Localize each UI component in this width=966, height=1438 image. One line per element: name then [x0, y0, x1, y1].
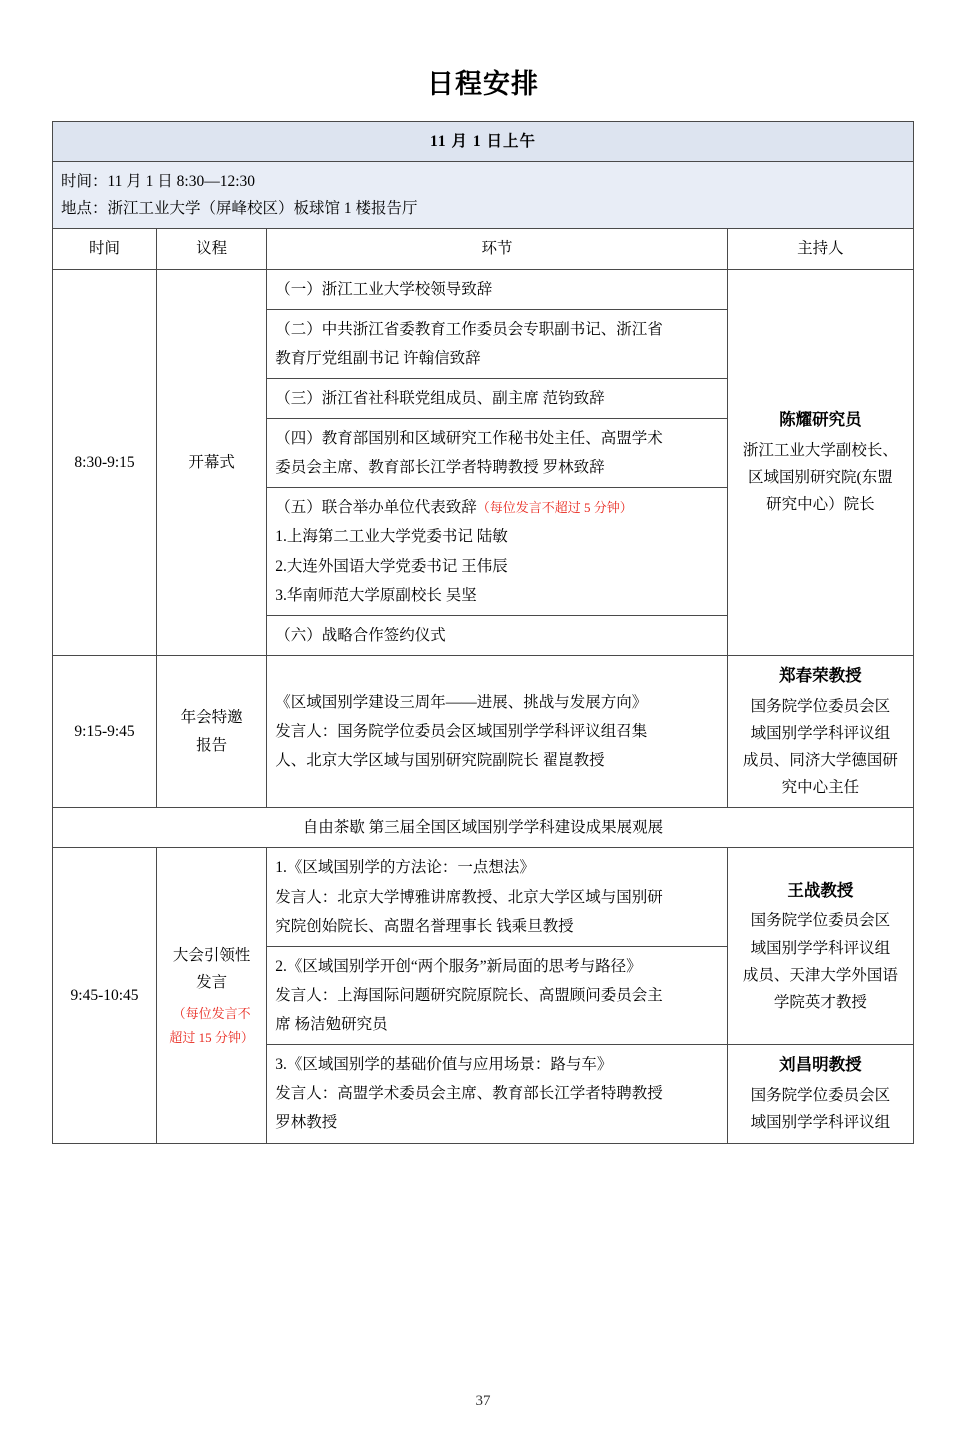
- table-row: [53, 269, 914, 309]
- row-item: [267, 419, 728, 488]
- host-detail-line: 研究中心）院长: [766, 496, 875, 514]
- session-place-line: 地点：浙江工业大学（屏峰校区）板球馆 1 楼报告厅: [61, 200, 418, 218]
- row-agenda-line: 年会特邀: [180, 709, 243, 727]
- column-header-row: [53, 229, 914, 269]
- page-title: 日程安排: [427, 69, 539, 99]
- item-line: 委员会主席、教育部长江学者特聘教授 罗林致辞: [275, 459, 605, 477]
- break-row: [53, 808, 914, 848]
- item-line: 发言人：国务院学位委员会区域国别学学科评议组召集: [275, 723, 648, 740]
- session-meta-row: [53, 162, 914, 229]
- item-line: （六）战略合作签约仪式: [275, 626, 446, 644]
- row-item: [267, 848, 728, 946]
- host-name: 陈耀研究员: [779, 410, 862, 430]
- break-text: 自由茶歇 第三届全国区域国别学学科建设成果展观展: [53, 808, 914, 848]
- item-line: 1.上海第二工业大学党委书记 陆敏: [275, 528, 508, 546]
- item-line: 《区域国别学建设三周年——进展、挑战与发展方向》: [275, 693, 648, 711]
- row-agenda: 开幕式: [157, 269, 267, 655]
- item-line: 发言人：北京大学博雅讲席教授、北京大学区域与国别研: [275, 888, 663, 906]
- host-detail-line: 域国别学学科评议组: [750, 939, 891, 957]
- item-line: 1.《区域国别学的方法论：一点想法》: [275, 859, 535, 877]
- row-item: [267, 269, 728, 309]
- host-detail-line: 区域国别研究院(东盟: [748, 469, 893, 487]
- item-line: 究院创始院长、高盟名誉理事长 钱乘旦教授: [275, 917, 574, 935]
- row-item: [267, 309, 728, 378]
- column-header-time: 时间: [53, 229, 157, 269]
- item-lead-line: [275, 494, 719, 521]
- session-meta: [53, 162, 914, 229]
- page-number: 37: [475, 1393, 491, 1409]
- item-line: 3.华南师范大学原副校长 吴坚: [275, 586, 477, 604]
- item-line: 发言人：高盟学术委员会主席、教育部长江学者特聘教授: [275, 1085, 663, 1103]
- host-name: 郑春荣教授: [779, 665, 862, 685]
- host-detail-line: 成员、天津大学外国语: [742, 966, 898, 984]
- session-header: 11 月 1 日上午: [53, 122, 914, 162]
- row-item: [267, 1045, 728, 1143]
- column-header-agenda: 议程: [157, 229, 267, 269]
- table-row: [53, 655, 914, 807]
- row-time: 9:15-9:45: [53, 655, 157, 807]
- row-host: [727, 655, 913, 807]
- host-name: 刘昌明教授: [779, 1055, 862, 1075]
- row-item: [267, 615, 728, 655]
- host-detail-line: 成员、同济大学德国研: [742, 752, 898, 769]
- item-line: 教育厅党组副书记 许翰信致辞: [275, 349, 481, 367]
- row-host: [727, 269, 913, 655]
- host-detail-line: 究中心主任: [781, 779, 860, 797]
- item-lead-note: （每位发言不超过 5 分钟）: [476, 500, 633, 516]
- row-agenda: [157, 848, 267, 1143]
- item-lead-text: （五）联合举办单位代表致辞: [275, 499, 477, 517]
- row-agenda-line: 发言: [196, 974, 228, 992]
- row-agenda: [157, 655, 267, 807]
- host-detail-line: 国务院学位委员会区: [750, 912, 891, 930]
- row-item: [267, 378, 728, 418]
- row-time: 8:30-9:15: [53, 269, 157, 655]
- row-host: [727, 1045, 913, 1143]
- row-agenda-line: 大会引领性: [172, 946, 251, 964]
- item-line: 人、北京大学区域与国别研究院副院长 翟崑教授: [275, 752, 605, 770]
- session-header-row: [53, 122, 914, 162]
- host-detail-line: 浙江工业大学副校长、: [742, 441, 898, 459]
- item-line: 席 杨洁勉研究员: [275, 1016, 388, 1033]
- host-detail-line: 国务院学位委员会区: [750, 1087, 891, 1105]
- item-line: （三）浙江省社科联党组成员、副主席 范钧致辞: [275, 389, 605, 407]
- host-name: 王战教授: [787, 880, 854, 900]
- row-item: [267, 655, 728, 807]
- row-agenda-line: 报告: [196, 736, 228, 754]
- row-host: [727, 848, 913, 1045]
- item-line: 2.大连外国语大学党委书记 王伟辰: [275, 557, 508, 575]
- row-agenda-note: （每位发言不 超过 15 分钟）: [169, 1006, 254, 1045]
- item-line: （二）中共浙江省委教育工作委员会专职副书记、浙江省: [275, 320, 663, 338]
- row-time: 9:45-10:45: [53, 848, 157, 1143]
- item-line: （四）教育部国别和区域研究工作秘书处主任、高盟学术: [275, 430, 663, 447]
- item-line: （一）浙江工业大学校领导致辞: [275, 280, 493, 298]
- row-item: [267, 946, 728, 1044]
- host-detail-line: 学院英才教授: [773, 993, 867, 1011]
- item-line: 罗林教授: [275, 1114, 338, 1132]
- column-header-host: 主持人: [727, 229, 913, 269]
- host-detail-line: 国务院学位委员会区: [750, 697, 891, 715]
- host-detail-line: 域国别学学科评议组: [750, 1114, 891, 1132]
- host-detail-line: 域国别学学科评议组: [750, 724, 891, 742]
- column-header-item: 环节: [267, 229, 728, 269]
- session-time-line: 时间：11 月 1 日 8:30—12:30: [61, 173, 256, 191]
- item-line: 发言人：上海国际问题研究院原院长、高盟顾问委员会主: [275, 986, 663, 1004]
- item-line: 3.《区域国别学的基础价值与应用场景：路与车》: [275, 1056, 613, 1074]
- item-line: 2.《区域国别学开创“两个服务”新局面的思考与路径》: [275, 957, 642, 975]
- schedule-table: [52, 121, 914, 1144]
- table-row: [53, 848, 914, 946]
- row-item: [267, 488, 728, 616]
